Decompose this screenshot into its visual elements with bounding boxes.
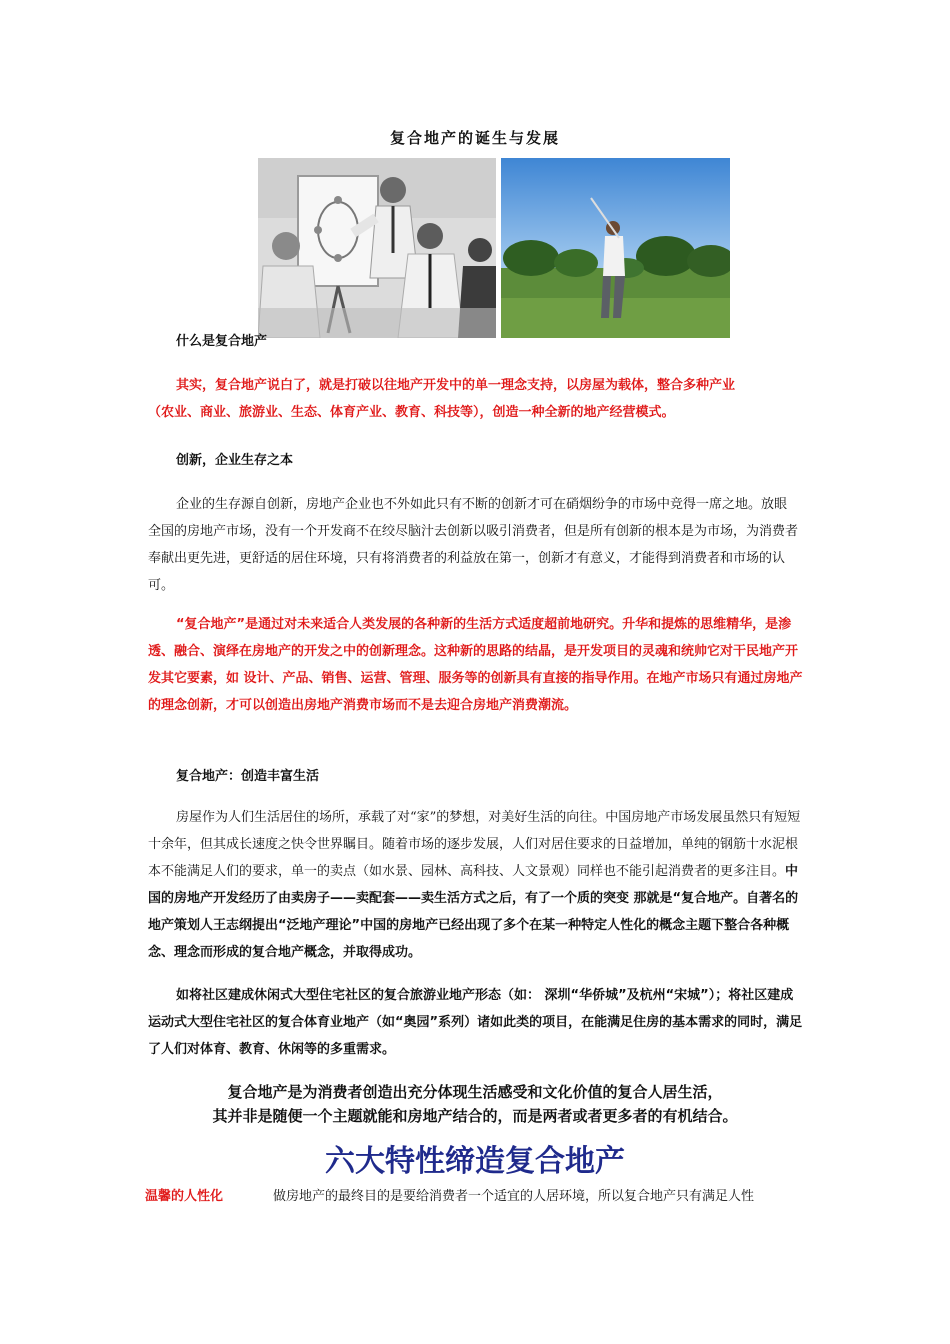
- section-heading-what-is: 什么是复合地产: [176, 334, 268, 349]
- meeting-illustration: [258, 158, 496, 338]
- innovation-paragraph: 企业的生存源自创新，房地产企业也不外如此只有不断的创新才可在硝烟纷争的市场中竞得一席之地。放眼全国的房地产市场，没有一个开发商不在绞尽脑汁去创新以吸引消费者，但是所有创新的根本是为市场，为消费者奉献出更先进，更舒适的居住环境，只有将消费者的利益放在第一，创新才有意义，才能得到消费者和市场的认可。: [148, 497, 799, 593]
- example-paragraph: 如将社区建成休闲式大型住宅社区的复合旅游业地产形态（如： 深圳“华侨城”及杭州“宋城”）；将社区建成运动式大型住宅社区的复合体育业地产（如“奥园”系列）诸如此类的项目，在能满足住房的基本需求的同时，满足了人们对体育、教育、休闲等的多重需求。: [148, 988, 803, 1057]
- red-concept-paragraph: “复合地产”是通过对未来适合人类发展的各种新的生活方式适度超前地研究。升华和提炼的思维精华，是渗透、融合、演绎在房地产的开发之中的创新理念。这种新的思路的结晶，是开发项目的灵魂和统帅它对干民地产开发其它要素，如 设计、产品、销售、运营、管理、服务等的创新具有直接的指导作用。在地产市场只有通过房地产的理念创新，才可以创造出房地产消费市场而不是去迎合房地产消费潮流。: [148, 617, 803, 713]
- rich-life-paragraph: [148, 804, 806, 966]
- section-heading-innovation: 创新，企业生存之本: [176, 453, 294, 468]
- section-heading-rich-life: 复合地产：创造丰富生活: [176, 769, 320, 784]
- rich-life-text: 房屋作为人们生活居住的场所，承载了对“家”的梦想，对美好生活的向往。中国房地产市场发展虽然只有短短十余年，但其成长速度之快令世界瞩目。随着市场的逐步发展，人们对居住要求的日益增加，单纯的钢筋十水泥根本不能满足人们的要求，单一的卖点（如水景、园林、高科技、人文景观）同样也不能引起消费者的更多注目。: [148, 810, 801, 879]
- summary-block: [0, 1080, 950, 1128]
- feature-label: 温馨的人性化: [145, 1189, 224, 1204]
- rich-life-bold-text: 中国的房地产开发经历了由卖房子——卖配套——卖生活方式之后，有了一个质的突变 那就是“复合地产。自著名的地产策划人王志纲提出“泛地产理论”中国的房地产已经出现了多个在某一种特定人性化的概念主题下整合各种概念、理念而形成的复合地产概念，并取得成功。: [148, 864, 799, 960]
- meeting-photo: [258, 158, 496, 338]
- summary-line-1: 复合地产是为消费者创造出充分体现生活感受和文化价值的复合人居生活，: [227, 1083, 723, 1101]
- red-intro-line-2: （农业、商业、旅游业、生态、体育产业、教育、科技等），创造一种全新的地产经营模式。: [148, 405, 675, 420]
- golf-photo: [501, 158, 730, 338]
- golf-illustration: [501, 158, 730, 338]
- six-features-title: 六大特性缔造复合地产: [325, 1144, 625, 1179]
- red-intro-line-1: 其实，复合地产说白了，就是打破以往地产开发中的单一理念支持，以房屋为载体，整合多种产业: [176, 378, 736, 393]
- red-intro: [148, 372, 808, 426]
- document-title: 复合地产的诞生与发展: [389, 129, 560, 147]
- feature-text: 做房地产的最终目的是要给消费者一个适宜的人居环境，所以复合地产只有满足人性: [273, 1189, 755, 1204]
- summary-line-2: 其并非是随便一个主题就能和房地产结合的，而是两者或者更多者的有机结合。: [212, 1107, 738, 1125]
